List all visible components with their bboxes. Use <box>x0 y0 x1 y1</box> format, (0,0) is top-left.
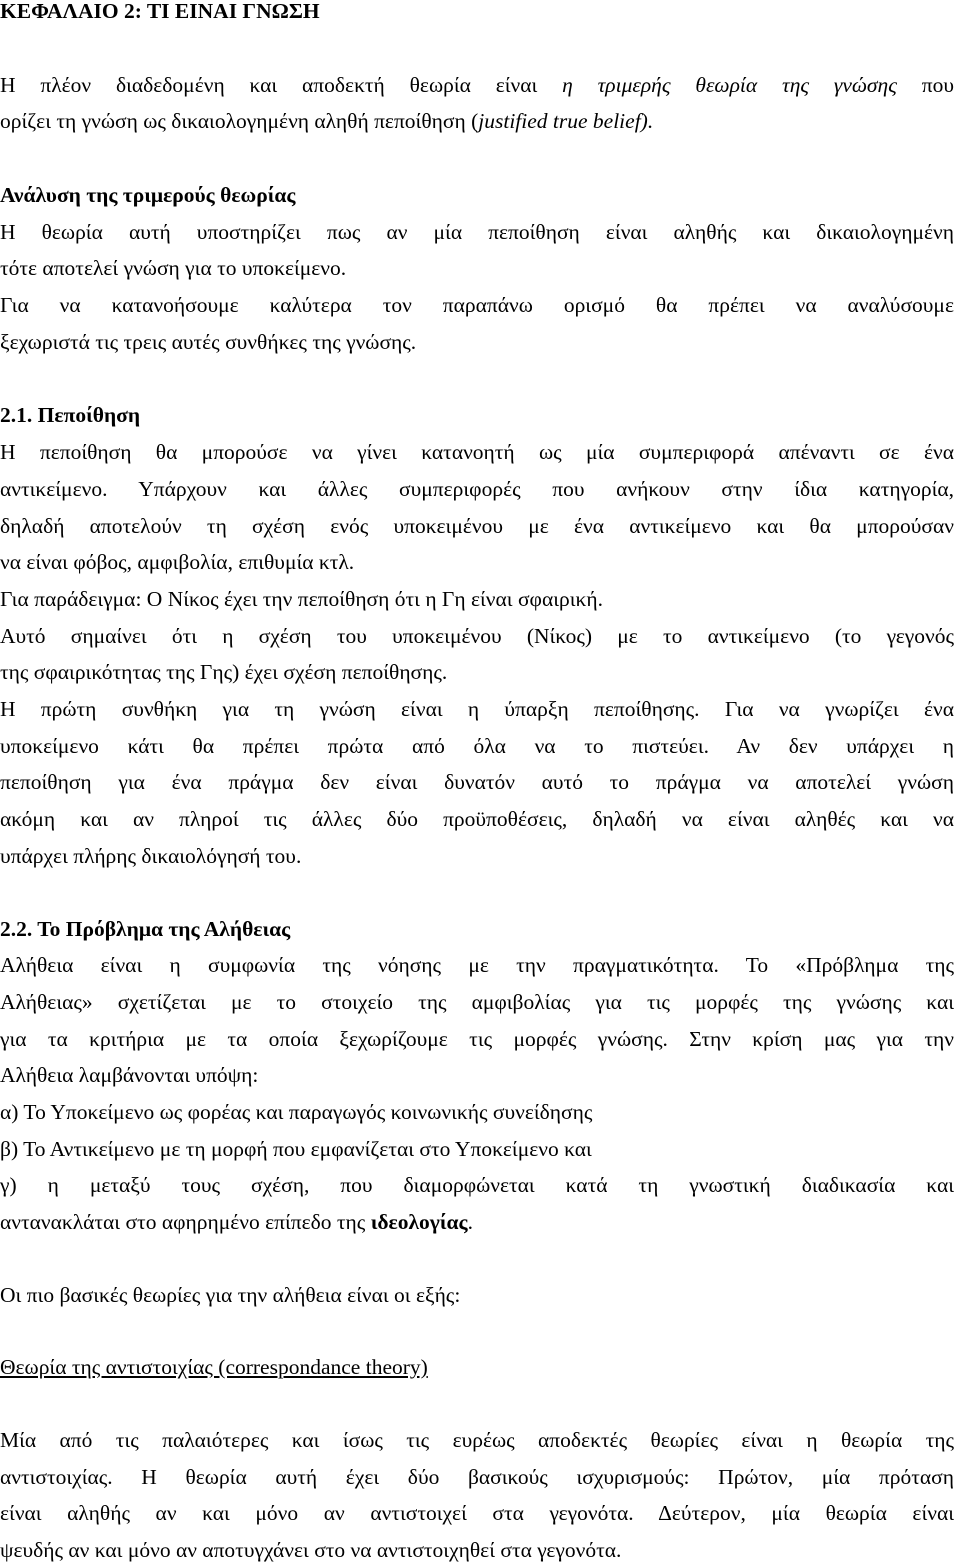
tripartite-heading: Ανάλυση της τριμερούς θεωρίας <box>0 183 296 207</box>
section-2-1-line: υποκείμενο κάτι θα πρέπει πρώτα από όλα να το πιστεύει. Αν δεν υπάρχει η <box>0 734 954 758</box>
intro-text: ορίζει τη γνώση ως δικαιολογημένη αληθή πεποίθηση ( <box>0 109 479 133</box>
section-2-2-line: Αλήθειας» σχετίζεται με το στοιχείο της αμφιβολίας για τις μορφές της γνώσης και <box>0 990 954 1014</box>
intro-line-6: ξεχωριστά τις τρεις αυτές συνθήκες της γνώσης. <box>0 330 417 354</box>
section-2-1-line: Η πεποίθηση θα μπορούσε να γίνει κατανοητή ως μία συμπεριφορά απέναντι σε ένα <box>0 440 954 464</box>
correspondence-line: ψευδής αν και μόνο αν αποτυγχάνει στο να αντιστοιχηθεί στα γεγονότα. <box>0 1538 622 1562</box>
theories-intro: Οι πιο βασικές θεωρίες για την αλήθεια είναι οι εξής: <box>0 1283 461 1307</box>
section-2-1-line: Η πρώτη συνθήκη για τη γνώση είναι η ύπαρξη πεποίθησης. Για να γνωρίζει ένα <box>0 697 954 721</box>
section-2-2-line: γ) η μεταξύ τους σχέση, που διαμορφώνεται κατά τη γνωστική διαδικασία και <box>0 1173 954 1197</box>
section-2-1-line: να είναι φόβος, αμφιβολία, επιθυμία κτλ. <box>0 550 355 574</box>
section-2-1-line: δηλαδή αποτελούν τη σχέση ενός υποκειμένου με ένα αντικείμενο και θα μπορούσαν <box>0 514 954 538</box>
intro-line-4: τότε αποτελεί γνώση για το υποκείμενο. <box>0 256 347 280</box>
intro-line-2 <box>0 106 653 136</box>
section-2-1-line: ακόμη και αν πληροί τις άλλες δύο προϋποθέσεις, δηλαδή να είναι αληθές και να <box>0 807 954 831</box>
intro-text: Η πλέον διαδεδομένη και αποδεκτή θεωρία είναι <box>0 73 563 97</box>
section-2-2-line: για τα κριτήρια με τα οποία ξεχωρίζουμε τις μορφές γνώσης. Στην κρίση μας για την <box>0 1027 954 1051</box>
section-2-1-line: της σφαιρικότητας της Γης) έχει σχέση πεποίθησης. <box>0 660 448 684</box>
section-2-1-line: Αυτό σημαίνει ότι η σχέση του υποκειμένου (Νίκος) με το αντικείμενο (το γεγονός <box>0 624 954 648</box>
section-2-1-line: υπάρχει πλήρης δικαιολόγησή του. <box>0 844 302 868</box>
section-2-1-line: πεποίθηση για ένα πράγμα δεν είναι δυνατόν αυτό το πράγμα να αποτελεί γνώση <box>0 770 954 794</box>
section-2-1-line: Για παράδειγμα: Ο Νίκος έχει την πεποίθηση ότι η Γη είναι σφαιρική. <box>0 587 603 611</box>
section-2-2-line: α) Το Υποκείμενο ως φορέας και παραγωγός κοινωνικής συνείδησης <box>0 1100 593 1124</box>
correspondence-line: είναι αληθής αν και μόνο αν αντιστοιχεί στα γεγονότα. Δεύτερον, μία θεωρία είναι <box>0 1501 954 1525</box>
section-2-2-heading: 2.2. Το Πρόβλημα της Αλήθειας <box>0 917 291 941</box>
section-2-2-line: β) Το Αντικείμενο με τη μορφή που εμφανίζεται στο Υποκείμενο και <box>0 1137 592 1161</box>
ideology-term: ιδεολογίας <box>370 1210 468 1234</box>
section-2-1-heading: 2.1. Πεποίθηση <box>0 403 141 427</box>
section-2-1-line: αντικείμενο. Υπάρχουν και άλλες συμπεριφορές που ανήκουν στην ίδια κατηγορία, <box>0 477 954 501</box>
section-2-2-line: Αλήθεια λαμβάνονται υπόψη: <box>0 1063 259 1087</box>
chapter-title: ΚΕΦΑΛΑΙΟ 2: ΤΙ ΕΙΝΑΙ ΓΝΩΣΗ <box>0 0 320 23</box>
intro-line-3: Η θεωρία αυτή υποστηρίζει πως αν μία πεποίθηση είναι αληθής και δικαιολογημένη <box>0 220 954 244</box>
intro-line-1 <box>0 70 954 100</box>
correspondence-heading: Θεωρία της αντιστοιχίας (correspondance theory) <box>0 1355 428 1379</box>
section-2-2-text: αντανακλάται στο αφηρημένο επίπεδο της <box>0 1210 371 1234</box>
section-2-2-line: Αλήθεια είναι η συμφωνία της νόησης με την πραγματικότητα. Το «Πρόβλημα της <box>0 953 954 977</box>
correspondence-line: Μία από τις παλαιότερες και ίσως τις ευρέως αποδεκτές θεωρίες είναι η θεωρία της <box>0 1428 954 1452</box>
section-2-2-line <box>0 1207 473 1237</box>
intro-text: που <box>896 73 955 97</box>
section-2-2-text: . <box>467 1210 473 1234</box>
correspondence-line: αντιστοιχίας. Η θεωρία αυτή έχει δύο βασικούς ισχυρισμούς: Πρώτον, μία πρόταση <box>0 1465 954 1489</box>
intro-emphasis: justified true belief). <box>478 109 654 133</box>
intro-emphasis: η τριμερής θεωρία της γνώσης <box>562 73 897 97</box>
intro-line-5: Για να κατανοήσουμε καλύτερα τον παραπάνω ορισμό θα πρέπει να αναλύσουμε <box>0 293 954 317</box>
